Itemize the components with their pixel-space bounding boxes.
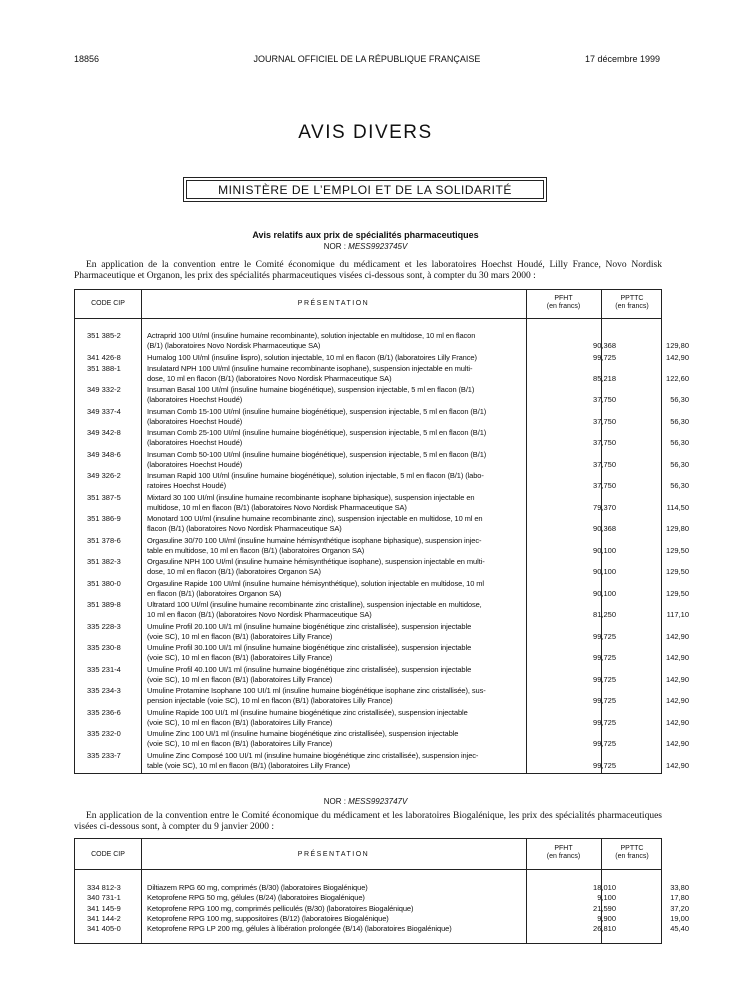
presentation-line: Ultratard 100 UI/ml (insuline humaine recombinante zinc cristalline), suspension injectable en multidose, [147,600,482,610]
header-ppttc: PPTTC (en francs) [615,845,649,860]
presentation-line: Humalog 100 UI/ml (insuline lispro), solution injectable, 10 ml en flacon (B/1) (laboratoires Lilly France) [147,352,477,362]
cip-code: 351 389-8 [87,600,121,610]
ppttc-value: 129,80 [666,341,689,351]
presentation-line: Monotard 100 UI/ml (insuline humaine recombinante zinc), suspension injectable en multidose, 10 ml en [147,514,483,524]
pfht-value: 37,750 [593,438,616,448]
cip-code: 349 326-2 [87,471,121,481]
ministry-box [183,177,547,202]
table-row [75,535,689,557]
header-code-cip: CODE CIP [91,300,125,307]
cip-code: 349 342-8 [87,428,121,438]
table-row [75,750,689,772]
presentation-line: (voie SC), 10 ml en flacon (B/1) (laboratoires Lilly France) [147,717,333,727]
ministry-name: MINISTÈRE DE L’EMPLOI ET DE LA SOLIDARITÉ [186,180,544,199]
table-row [75,406,689,428]
cip-code: 351 382-3 [87,557,121,567]
presentation-line: Umuline Profil 20.100 UI/1 ml (insuline humaine biogénétique zinc cristallisée), suspension injectable [147,621,472,631]
presentation-line: Insuman Comb 15-100 UI/ml (insuline humaine biogénétique), suspension injectable, 5 ml en flacon (B/1) [147,406,487,416]
presentation-line: Insulatard NPH 100 UI/ml (insuline humaine recombinante isophane), suspension injectable en multi- [147,363,473,373]
presentation-line: Orgasuline 30/70 100 UI/ml (insuline humaine hémisynthétique isophane biphasique), suspension injec- [147,535,482,545]
ppttc-value: 142,90 [666,653,689,663]
presentation-line: dose, 10 ml en flacon (B/1) (laboratoires Organon SA) [147,567,321,577]
table-row [75,331,689,352]
header-presentation: PRÉSENTATION [297,300,370,307]
pfht-value: 99,725 [593,631,616,641]
pfht-value: 37,750 [593,459,616,469]
pfht-value: 99,725 [593,352,616,362]
header-ppttc: PPTTC (en francs) [615,295,649,310]
pfht-value: 90,100 [593,567,616,577]
cip-code: 335 232-0 [87,729,121,739]
presentation-line: pension injectable (voie SC), 10 ml en flacon (B/1) (laboratoires Lilly France) [147,696,393,706]
presentation-line: (voie SC), 10 ml en flacon (B/1) (laboratoires Lilly France) [147,674,333,684]
presentation-line: Insuman Comb 25-100 UI/ml (insuline humaine biogénétique), suspension injectable, 5 ml en flacon (B/1) [147,428,487,438]
table-row [75,903,689,914]
presentation-line: en flacon (B/1) (laboratoires Organon SA) [147,588,282,598]
publication-date: 17 décembre 1999 [584,54,660,64]
pfht-value: 99,725 [593,696,616,706]
cip-code: 351 386-9 [87,514,121,524]
presentation-line: Insuman Basal 100 UI/ml (insuline humaine biogénétique), suspension injectable, 5 ml en flacon (B/1) [147,385,475,395]
table-row [75,664,689,686]
presentation-line: multidose, 10 ml en flacon (B/1) (laboratoires Novo Nordisk Pharmaceutique SA) [147,502,407,512]
ppttc-value: 142,90 [666,631,689,641]
table-row [75,729,689,750]
table-row [75,600,689,621]
cip-code: 335 228-3 [87,621,121,631]
presentation-line: Ketoprofene RPG LP 200 mg, gélules à libération prolongée (B/14) (laboratoires Biogalénique) [147,924,452,934]
presentation-line: (B/1) (laboratoires Novo Nordisk Pharmaceutique SA) [147,341,321,351]
pfht-value: 21,590 [593,903,616,913]
presentation-line: (voie SC), 10 ml en flacon (B/1) (laboratoires Lilly France) [147,631,333,641]
table-row [75,428,689,449]
presentation-line: (laboratoires Hoechst Houdé) [147,459,243,469]
cip-code: 351 378-6 [87,535,121,545]
presentation-line: table (voie SC), 10 ml en flacon (B/1) (laboratoires Lilly France) [147,760,351,770]
presentation-line: ratoires Hoechst Houdé) [147,481,226,491]
table-row [75,471,689,492]
pfht-value: 79,370 [593,502,616,512]
header-presentation: PRÉSENTATION [297,851,370,858]
ppttc-value: 56,30 [670,395,689,405]
nor-code-1: MESS9923745V [348,242,408,251]
ppttc-value: 129,80 [666,524,689,534]
pfht-value: 99,725 [593,674,616,684]
ppttc-value: 142,90 [666,674,689,684]
ppttc-value: 37,20 [670,903,689,913]
table-row [75,893,689,903]
page-number: 18856 [74,54,100,64]
presentation-line: (voie SC), 10 ml en flacon (B/1) (laboratoires Lilly France) [147,739,333,749]
cip-code: 335 231-4 [87,664,121,674]
cip-code: 335 236-6 [87,707,121,717]
nor-reference-1: NOR : MESS9923745V [323,242,408,251]
pfht-value: 99,725 [593,760,616,770]
presentation-line: Mixtard 30 100 UI/ml (insuline humaine recombinante isophane biphasique), suspension injectable en [147,492,475,502]
cip-code: 335 230-8 [87,643,121,653]
cip-code: 335 234-3 [87,686,121,696]
ppttc-value: 33,80 [670,883,689,892]
intro-paragraph-2: En application de la convention entre le Comité économique du médicament et les laboratoires Biogalénique, les prix des spécialités pharmaceutiques visées ci-dessous sont, à compter du 9 janvier 2000 : [74,811,662,832]
pfht-value: 99,725 [593,653,616,663]
ppttc-value: 142,90 [666,352,689,362]
cip-code: 334 812-3 [87,883,121,892]
presentation-line: flacon (B/1) (laboratoires Novo Nordisk Pharmaceutique SA) [147,524,342,534]
page-header [74,54,660,66]
ppttc-value: 129,50 [666,588,689,598]
cip-code: 341 145-9 [87,903,121,913]
table-row [75,621,689,643]
presentation-line: 10 ml en flacon (B/1) (laboratoires Novo Nordisk Pharmaceutique SA) [147,610,372,620]
table-row [75,352,689,363]
header-code-cip: CODE CIP [91,851,125,858]
pfht-value: 90,368 [593,524,616,534]
intro-paragraph-1: En application de la convention entre le Comité économique du médicament et les laboratoires Hoechst Houdé, Lilly France, Novo Nordisk Pharmaceutique et Organon, les prix des spécialités pharmaceutiques visées ci-dessous sont, à compter du 30 mars 2000 : [74,260,662,281]
nor-code-2: MESS9923747V [348,797,408,806]
cip-code: 351 387-5 [87,492,121,502]
table-row [75,363,689,385]
presentation-line: Umuline Profil 30.100 UI/1 ml (insuline humaine biogénétique zinc cristallisée), suspension injectable [147,643,472,653]
table-row [75,686,689,707]
presentation-line: Umuline Protamine Isophane 100 UI/1 ml (insuline humaine biogénétique isophane zinc cristallisée), sus- [147,686,486,696]
pfht-value: 85,218 [593,373,616,383]
pfht-value: 9,900 [597,913,616,923]
price-table-1 [74,289,689,774]
table-row [75,449,689,471]
ppttc-value: 142,90 [666,717,689,727]
ppttc-value: 17,80 [670,893,689,903]
pfht-value: 37,750 [593,395,616,405]
ppttc-value: 114,50 [666,502,689,512]
price-table-2 [74,838,689,944]
presentation-line: Insuman Rapid 100 UI/ml (insuline humaine biogénétique), solution injectable, 5 ml en flacon (B/1) (labo- [147,471,484,481]
presentation-line: Ketoprofene RPG 100 mg, comprimés pelliculés (B/30) (laboratoires Biogalénique) [147,903,414,913]
header-pfht: PFHT (en francs) [546,295,581,310]
header-pfht: PFHT (en francs) [546,845,581,860]
ppttc-value: 56,30 [670,481,689,491]
cip-code: 341 426-8 [87,352,121,362]
table-row [75,578,689,600]
pfht-value: 90,100 [593,588,616,598]
ppttc-value: 142,90 [666,760,689,770]
cip-code: 340 731-1 [87,893,121,903]
pfht-value: 90,368 [593,341,616,351]
presentation-line: Umuline Rapide 100 UI/1 ml (insuline humaine biogénétique zinc cristallisée), suspension injectable [147,707,468,717]
pfht-value: 99,725 [593,739,616,749]
notice-title: Avis relatifs aux prix de spécialités pharmaceutiques [252,230,479,240]
presentation-line: Ketoprofene RPG 100 mg, suppositoires (B/12) (laboratoires Biogalénique) [147,913,389,923]
table-row [75,557,689,578]
presentation-line: Actraprid 100 UI/ml (insuline humaine recombinante), solution injectable en multidose, 10 ml en flacon [147,331,476,340]
ppttc-value: 142,90 [666,696,689,706]
presentation-line: Orgasuline NPH 100 UI/ml (insuline humaine hémisynthétique isophane), suspension injectable en multi- [147,557,485,567]
table-row [75,492,689,514]
ppttc-value: 129,50 [666,545,689,555]
table-row [75,643,689,664]
table-row [75,913,689,924]
cip-code: 349 348-6 [87,449,121,459]
presentation-line: (laboratoires Hoechst Houdé) [147,395,243,405]
nor-reference-2: NOR : MESS9923747V [323,797,408,806]
presentation-line: Ketoprofene RPG 50 mg, gélules (B/24) (laboratoires Biogalénique) [147,893,365,903]
presentation-line: Orgasuline Rapide 100 UI/ml (insuline humaine hémisynthétique), solution injectable en multidose, 10 ml [147,578,484,588]
cip-code: 351 380-0 [87,578,121,588]
ppttc-value: 117,10 [666,610,689,620]
cip-code: 351 388-1 [87,363,121,373]
pfht-value: 99,725 [593,717,616,727]
ppttc-value: 19,00 [670,913,689,923]
ppttc-value: 122,60 [666,373,689,383]
section-title: AVIS DIVERS [298,122,433,143]
pfht-value: 81,250 [593,610,616,620]
presentation-line: table en multidose, 10 ml en flacon (B/1) (laboratoires Organon SA) [147,545,365,555]
presentation-line: (laboratoires Hoechst Houdé) [147,416,243,426]
ppttc-value: 56,30 [670,459,689,469]
ppttc-value: 56,30 [670,438,689,448]
table-row [75,707,689,729]
presentation-line: Umuline Zinc 100 UI/1 ml (insuline humaine biogénétique zinc cristallisée), suspension injectable [147,729,459,739]
table-row [75,883,689,893]
cip-code: 349 337-4 [87,406,121,416]
pfht-value: 37,750 [593,481,616,491]
cip-code: 335 233-7 [87,750,121,760]
table-row [75,514,689,535]
ppttc-value: 142,90 [666,739,689,749]
table-row [75,385,689,406]
cip-code: 341 144-2 [87,913,121,923]
pfht-value: 9,100 [597,893,616,903]
pfht-value: 90,100 [593,545,616,555]
ppttc-value: 45,40 [670,924,689,934]
presentation-line: Umuline Profil 40.100 UI/1 ml (insuline humaine biogénétique zinc cristallisée), suspension injectable [147,664,472,674]
pfht-value: 26,810 [593,924,616,934]
journal-title: JOURNAL OFFICIEL DE LA RÉPUBLIQUE FRANÇAISE [253,54,481,64]
table-row [75,924,689,934]
pfht-value: 37,750 [593,416,616,426]
presentation-line: Insuman Comb 50-100 UI/ml (insuline humaine biogénétique), suspension injectable, 5 ml en flacon (B/1) [147,449,487,459]
presentation-line: (voie SC), 10 ml en flacon (B/1) (laboratoires Lilly France) [147,653,333,663]
ppttc-value: 56,30 [670,416,689,426]
cip-code: 349 332-2 [87,385,121,395]
cip-code: 341 405-0 [87,924,121,934]
presentation-line: (laboratoires Hoechst Houdé) [147,438,243,448]
ppttc-value: 129,50 [666,567,689,577]
pfht-value: 18,010 [593,883,616,892]
cip-code: 351 385-2 [87,331,121,340]
presentation-line: dose, 10 ml en flacon (B/1) (laboratoires Novo Nordisk Pharmaceutique SA) [147,373,392,383]
presentation-line: Diltiazem RPG 60 mg, comprimés (B/30) (laboratoires Biogalénique) [147,883,368,892]
presentation-line: Umuline Zinc Composé 100 UI/1 ml (insuline humaine biogénétique zinc cristallisée), suspension injec- [147,750,479,760]
